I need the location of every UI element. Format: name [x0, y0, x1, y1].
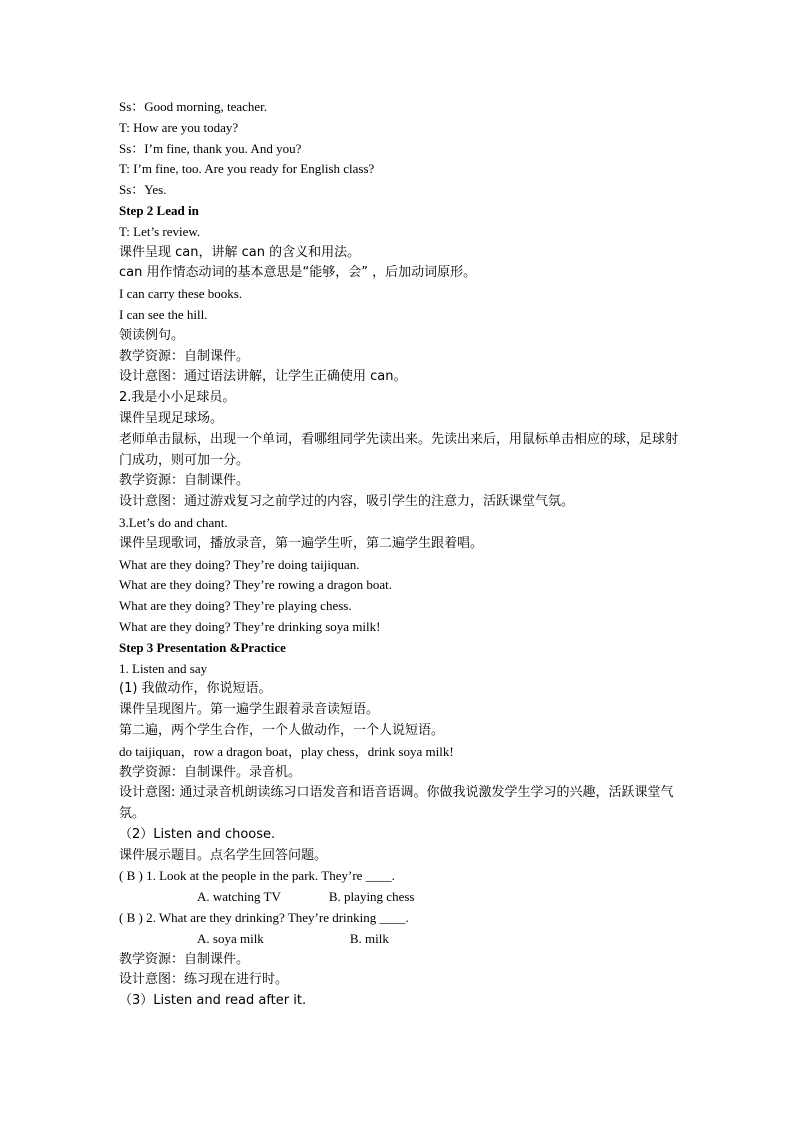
subsection-heading: （2）Listen and choose.	[119, 826, 276, 842]
paragraph: 课件展示题目。点名学生回答问题。	[119, 847, 328, 863]
option-a: A. watching TV	[197, 889, 281, 905]
option-b: B. playing chess	[328, 889, 415, 905]
dialogue-line: T: Let’s review.	[119, 223, 201, 239]
dialogue-line: T: How are you today?	[119, 119, 239, 135]
paragraph: 设计意图：通过语法讲解，让学生正确使用 can。	[119, 369, 407, 385]
question-2-options	[119, 929, 689, 950]
paragraph: 设计意图：练习现在进行时。	[119, 972, 289, 988]
paragraph: can 用作情态动词的基本意思是“能够，会” ，后加动词原形。	[119, 265, 477, 281]
chant-line: What are they doing? They’re doing taijiquan.	[119, 556, 360, 572]
subsection-heading: （3）Listen and read after it.	[119, 993, 307, 1009]
paragraph: 教学资源：自制课件。录音机。	[119, 764, 302, 780]
subsection-heading: 1. Listen and say	[119, 660, 208, 676]
paragraph: 教学资源：自制课件。	[119, 951, 250, 967]
paragraph: (1) 我做动作，你说短语。	[119, 681, 272, 697]
paragraph: 教学资源：自制课件。	[119, 473, 250, 489]
chant-line: What are they doing? They’re drinking soya milk!	[119, 618, 381, 634]
dialogue-line: Ss：Yes.	[119, 182, 167, 198]
paragraph: 设计意图: 通过录音机朗读练习口语发音和语音语调。你做我说激发学生学习的兴趣，活跃课堂气氛。	[119, 785, 674, 822]
phrase-list: do taijiquan，row a dragon boat，play chess，drink soya milk!	[119, 743, 454, 759]
dialogue-line: Ss：Good morning, teacher.	[119, 99, 268, 114]
activity-heading: 3.Let’s do and chant.	[119, 514, 228, 530]
question-1-options	[119, 887, 689, 908]
option-a: A. soya milk	[197, 930, 264, 946]
paragraph: 设计意图：通过游戏复习之前学过的内容，吸引学生的注意力，活跃课堂气氛。	[119, 494, 575, 510]
paragraph: 课件呈现足球场。	[119, 410, 224, 426]
chant-line: What are they doing? They’re playing chess.	[119, 598, 352, 614]
question-2: ( B ) 2. What are they drinking? They’re drinking ____.	[119, 910, 409, 926]
paragraph: 老师单击鼠标，出现一个单词，看哪组同学先读出来。先读出来后，用鼠标单击相应的球，足球射门成功，则可加一分。	[119, 431, 679, 468]
activity-heading: 2.我是小小足球员。	[119, 390, 236, 406]
section-heading: Step 2 Lead in	[119, 202, 199, 218]
section-heading: Step 3 Presentation &Practice	[119, 639, 286, 655]
example-sentence: I can see the hill.	[119, 306, 208, 322]
question-1: ( B ) 1. Look at the people in the park. They’re ____.	[119, 868, 395, 884]
paragraph: 教学资源：自制课件。	[119, 348, 250, 364]
paragraph: 课件呈现图片。第一遍学生跟着录音读短语。	[119, 702, 380, 718]
chant-line: What are they doing? They’re rowing a dragon boat.	[119, 577, 393, 593]
document-page	[119, 97, 689, 1012]
paragraph: 课件呈现歌词，播放录音，第一遍学生听，第二遍学生跟着唱。	[119, 535, 484, 551]
paragraph: 课件呈现 can，讲解 can 的含义和用法。	[119, 244, 361, 260]
option-b: B. milk	[349, 930, 389, 946]
paragraph: 领读例句。	[119, 327, 185, 343]
dialogue-line: Ss：I’m fine, thank you. And you?	[119, 140, 302, 156]
dialogue-line: T: I’m fine, too. Are you ready for English class?	[119, 161, 375, 177]
paragraph: 第二遍，两个学生合作，一个人做动作，一个人说短语。	[119, 722, 445, 738]
example-sentence: I can carry these books.	[119, 286, 243, 302]
